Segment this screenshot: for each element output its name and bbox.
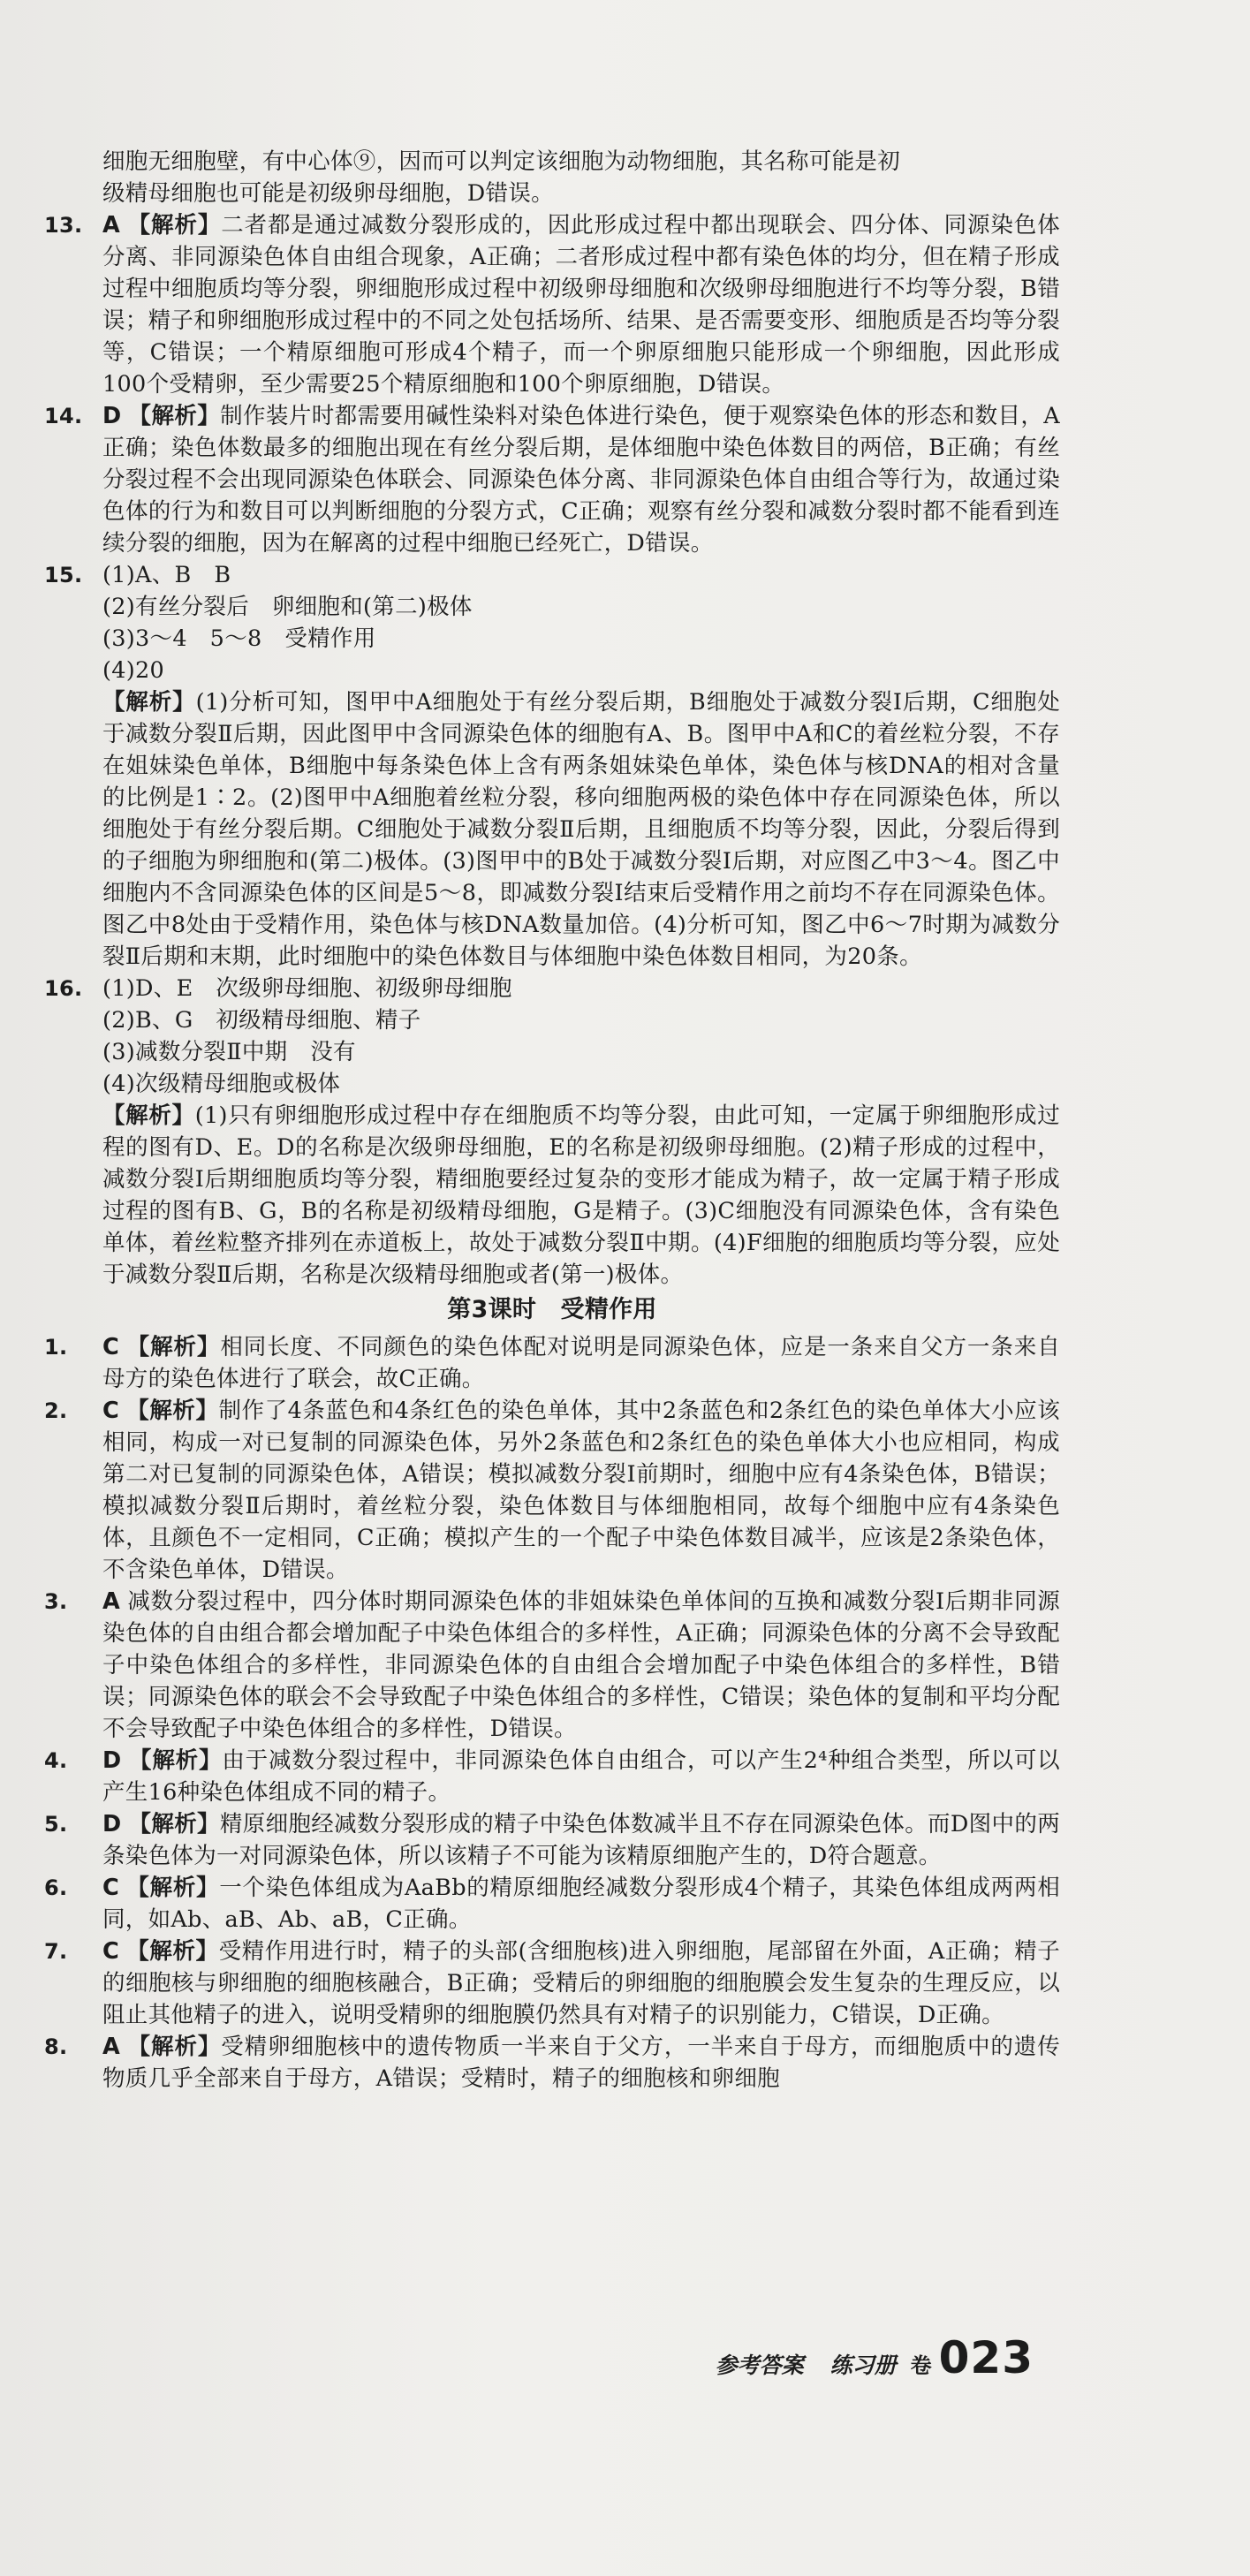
- analysis-text: (1)只有卵细胞形成过程中存在细胞质不均等分裂，由此可知，一定属于卵细胞形成过程的图有D、E。D的名称是次级卵母细胞，E的名称是初级卵母细胞。(2)精子形成的过程中，减数分裂Ⅰ后期细胞质均等分裂，精细胞要经过复杂的变形才能成为精子，故一定属于精子形成过程的图有B、G，B的名称是初级精母细胞，G是精子。(3)C细胞没有同源染色体，含有染色单体，着丝粒整齐排列在赤道板上，故处于减数分裂Ⅱ中期。(4)F细胞的细胞质均等分裂，应处于减数分裂Ⅱ后期，名称是次级精母细胞或者(第一)极体。: [102, 1102, 1060, 1288]
- answer-choice: C: [102, 1938, 120, 1965]
- answer-item: [44, 1395, 1060, 1586]
- answer-item: [44, 1936, 1060, 2031]
- answer-item-15: [44, 559, 1060, 973]
- question-number: 2.: [44, 1398, 68, 1423]
- answer-choice: D: [102, 1747, 122, 1774]
- analysis-text: 制作了4条蓝色和4条红色的染色单体，其中2条蓝色和2条红色的染色单体大小应该相同，构成一对已复制的同源染色体，另外2条蓝色和2条红色的染色单体大小也应相同，构成第二对已复制的同源染色体，A错误；模拟减数分裂Ⅰ前期时，细胞中应有4条染色体，B错误；模拟减数分裂Ⅱ后期时，着丝粒分裂，染色体数目与体细胞相同，故每个细胞中应有4条染色体，且颜色不一定相同，C正确；模拟产生的一个配子中染色体数目减半，应该是2条染色体，不含染色单体，D错误。: [102, 1398, 1060, 1583]
- answer-item-13: [44, 209, 1060, 400]
- answer-choice: A: [102, 2034, 121, 2060]
- answer-item: [44, 1808, 1060, 1872]
- analysis-tag: 【解析】: [102, 1102, 195, 1129]
- answer-item: [44, 1586, 1060, 1745]
- analysis-text: 一个染色体组成为AaBb的精原细胞经减数分裂形成4个精子，其染色体组成两两相同，如Ab、aB、Ab、aB，C正确。: [102, 1875, 1060, 1933]
- answer-body: [102, 1745, 1060, 1808]
- page-number: 023: [938, 2332, 1034, 2383]
- question-number: 13.: [44, 213, 83, 238]
- answer-choice: C: [102, 1334, 120, 1360]
- analysis-tag: 【解析】: [126, 1938, 219, 1965]
- text-line: 细胞无细胞壁，有中心体⑨，因而可以判定该细胞为动物细胞，其名称可能是初: [102, 148, 901, 175]
- answer-item: [44, 2031, 1060, 2095]
- analysis-tag: 【解析】: [126, 1398, 219, 1424]
- answer-body: [102, 559, 1060, 973]
- sub-answer: (1)D、E 次级卵母细胞、初级卵母细胞: [102, 975, 512, 1002]
- question-number: 5.: [44, 1812, 68, 1837]
- sub-answer: (2)B、G 初级精母细胞、精子: [102, 1007, 421, 1034]
- answer-body: [102, 400, 1060, 559]
- answer-item: [44, 1331, 1060, 1395]
- question-number: 14.: [44, 404, 83, 428]
- answer-body: [102, 1936, 1060, 2031]
- answer-body: [102, 1586, 1060, 1745]
- analysis-tag: 【解析】: [126, 1875, 220, 1901]
- question-number: 1.: [44, 1335, 68, 1360]
- section-title: 第3课时 受精作用: [447, 1296, 657, 1323]
- sub-answer: (4)次级精母细胞或极体: [102, 1071, 341, 1097]
- analysis-tag: 【解析】: [128, 403, 221, 429]
- footer-label-volume: 卷: [910, 2353, 932, 2378]
- answer-choice: A: [102, 212, 121, 239]
- continued-text: [44, 146, 1060, 209]
- analysis-tag: 【解析】: [128, 1747, 223, 1774]
- analysis-tag: 【解析】: [128, 1811, 220, 1837]
- answer-item-16: [44, 973, 1060, 1291]
- analysis-text: (1)分析可知，图甲中A细胞处于有丝分裂后期，B细胞处于减数分裂Ⅰ后期，C细胞处于减数分裂Ⅱ后期，因此图甲中含同源染色体的细胞有A、B。图甲中A和C的着丝粒分裂，不存在姐妹染色单体，B细胞中每条染色体上含有两条姐妹染色单体，染色体与核DNA的相对含量的比例是1∶2。(2)图甲中A细胞着丝粒分裂，移向细胞两极的染色体中存在同源染色体，所以细胞处于有丝分裂后期。C细胞处于减数分裂Ⅱ后期，且细胞质不均等分裂，因此，分裂后得到的子细胞为卵细胞和(第二)极体。(3)图甲中的B处于减数分裂Ⅰ后期，对应图乙中3～4。图乙中细胞内不含同源染色体的区间是5～8，即减数分裂Ⅰ结束后受精作用之前均不存在同源染色体。图乙中8处由于受精作用，染色体与核DNA数量加倍。(4)分析可知，图乙中6～7时期为减数分裂Ⅱ后期和末期，此时细胞中的染色体数目与体细胞中染色体数目相同，为20条。: [102, 689, 1060, 970]
- question-number: 16.: [44, 976, 83, 1001]
- analysis-text: 受精作用进行时，精子的头部(含细胞核)进入卵细胞，尾部留在外面，A正确；精子的细胞核与卵细胞的细胞核融合，B正确；受精后的卵细胞的细胞膜会发生复杂的生理反应，以阻止其他精子的进入，说明受精卵的细胞膜仍然具有对精子的识别能力，C错误，D正确。: [102, 1938, 1060, 2028]
- question-number: 4.: [44, 1748, 68, 1773]
- analysis-text: 制作装片时都需要用碱性染料对染色体进行染色，便于观察染色体的形态和数目，A正确；染色体数最多的细胞出现在有丝分裂后期，是体细胞中染色体数目的两倍，B正确；有丝分裂过程不会出现同源染色体联会、同源染色体分离、非同源染色体自由组合等行为，故通过染色体的行为和数目可以判断细胞的分裂方式，C正确；观察有丝分裂和减数分裂时都不能看到连续分裂的细胞，因为在解离的过程中细胞已经死亡，D错误。: [102, 403, 1060, 557]
- sub-answer: (2)有丝分裂后 卵细胞和(第二)极体: [102, 594, 473, 620]
- analysis-tag: 【解析】: [127, 212, 222, 239]
- sub-answer: (3)减数分裂Ⅱ中期 没有: [102, 1039, 356, 1065]
- footer-label-workbook: 练习册: [830, 2352, 897, 2378]
- answer-item-14: [44, 400, 1060, 559]
- answer-body: [102, 209, 1060, 400]
- answer-choice: D: [102, 1811, 122, 1837]
- answer-content: [44, 146, 1060, 2095]
- sub-answer: (3)3～4 5～8 受精作用: [102, 625, 376, 652]
- question-number: 6.: [44, 1875, 68, 1900]
- answer-body: [102, 1872, 1060, 1936]
- analysis-tag: 【解析】: [127, 2034, 222, 2060]
- answer-choice: D: [102, 403, 122, 429]
- text-line: 级精母细胞也可能是初级卵母细胞，D错误。: [102, 180, 554, 207]
- answer-choice: A: [102, 1588, 121, 1615]
- answer-body: [102, 1331, 1060, 1395]
- answer-body: [102, 1808, 1060, 1872]
- answer-body: [102, 1395, 1060, 1586]
- footer-label-answers: 参考答案: [715, 2352, 804, 2378]
- analysis-text: 相同长度、不同颜色的染色体配对说明是同源染色体，应是一条来自父方一条来自母方的染色体进行了联会，故C正确。: [102, 1334, 1060, 1392]
- analysis-text: 减数分裂过程中，四分体时期同源染色体的非姐妹染色单体间的互换和减数分裂Ⅰ后期非同源染色体的自由组合都会增加配子中染色体组合的多样性，A正确；同源染色体的分离不会导致配子中染色体组合的多样性，非同源染色体的自由组合会增加配子中染色体组合的多样性，B错误；同源染色体的联会不会导致配子中染色体组合的多样性，C错误；染色体的复制和平均分配不会导致配子中染色体组合的多样性，D错误。: [102, 1588, 1060, 1742]
- question-number: 7.: [44, 1939, 68, 1964]
- answer-body: [102, 973, 1060, 1291]
- sub-answer: (4)20: [102, 657, 165, 684]
- answer-item: [44, 1872, 1060, 1936]
- analysis-text: 受精卵细胞核中的遗传物质一半来自于父方，一半来自于母方，而细胞质中的遗传物质几乎全部来自于母方，A错误；受精时，精子的细胞核和卵细胞: [102, 2034, 1060, 2092]
- analysis-text: 由于减数分裂过程中，非同源染色体自由组合，可以产生2⁴种组合类型，所以可以产生16种染色体组成不同的精子。: [102, 1747, 1060, 1806]
- answer-choice: C: [102, 1398, 120, 1424]
- answer-item: [44, 1745, 1060, 1808]
- analysis-text: 二者都是通过减数分裂形成的，因此形成过程中都出现联会、四分体、同源染色体分离、非同源染色体自由组合现象，A正确；二者形成过程中都有染色体的均分，但在精子形成过程中细胞质均等分裂，卵细胞形成过程中初级卵母细胞和次级卵母细胞进行不均等分裂，B错误；精子和卵细胞形成过程中的不同之处包括场所、结果、是否需要变形、细胞质是否均等分裂等，C错误；一个精原细胞可形成4个精子，而一个卵原细胞只能形成一个卵细胞，因此形成100个受精卵，至少需要25个精原细胞和100个卵原细胞，D错误。: [102, 212, 1060, 398]
- answer-body: [102, 2031, 1060, 2095]
- analysis-tag: 【解析】: [126, 1334, 221, 1360]
- page-footer: [636, 2332, 1034, 2385]
- question-number: 8.: [44, 2034, 68, 2059]
- sub-answer: (1)A、B B: [102, 562, 231, 588]
- question-number: 15.: [44, 563, 83, 587]
- analysis-tag: 【解析】: [102, 689, 196, 716]
- question-number: 3.: [44, 1589, 68, 1614]
- answer-choice: C: [102, 1875, 120, 1901]
- analysis-text: 精原细胞经减数分裂形成的精子中染色体数减半且不存在同源染色体。而D图中的两条染色体为一对同源染色体，所以该精子不可能为该精原细胞产生的，D符合题意。: [102, 1811, 1061, 1869]
